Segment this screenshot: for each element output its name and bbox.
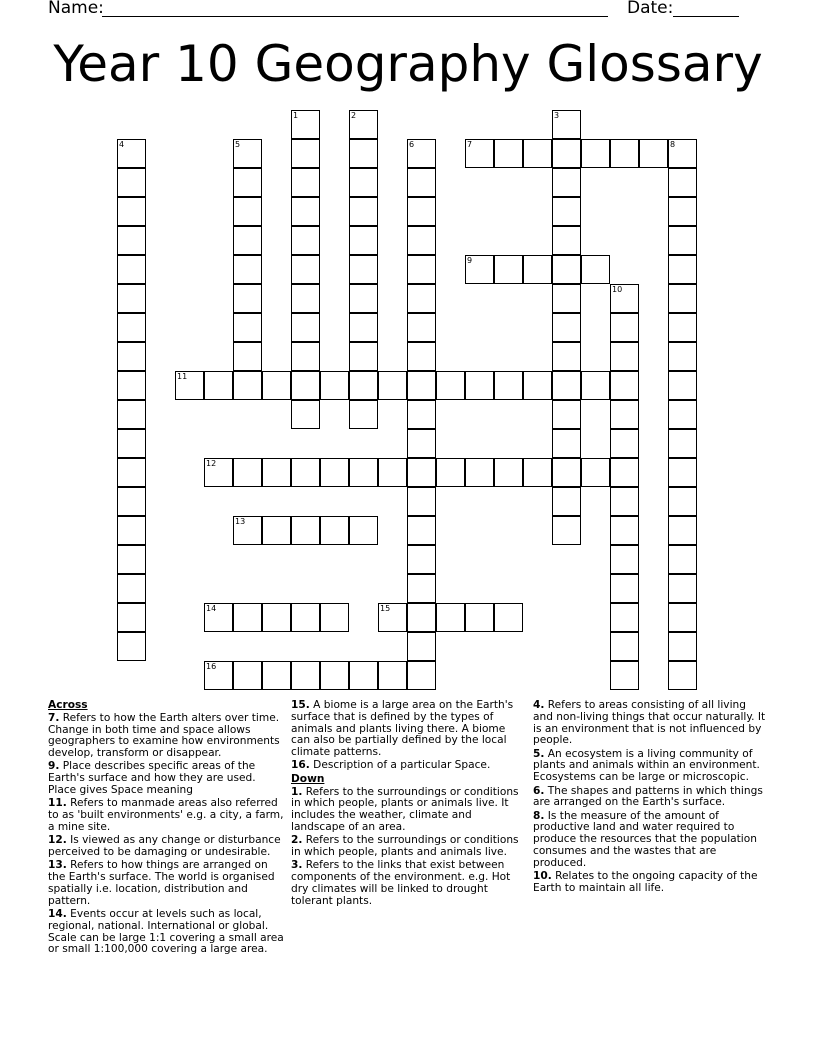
crossword-cell[interactable] <box>233 661 262 690</box>
crossword-cell[interactable] <box>407 255 436 284</box>
crossword-cell[interactable] <box>291 400 320 429</box>
crossword-cell[interactable] <box>291 168 320 197</box>
crossword-cell[interactable] <box>668 284 697 313</box>
crossword-cell[interactable] <box>552 487 581 516</box>
crossword-cell[interactable] <box>668 545 697 574</box>
crossword-cell[interactable] <box>552 284 581 313</box>
clue-across-13: 13. Refers to how things are arranged on the Earth's surface. The world is organised spatially i.e. location, distribution and pattern. <box>48 859 275 907</box>
crossword-cell[interactable] <box>233 313 262 342</box>
crossword-cell[interactable] <box>610 487 639 516</box>
clue-across-14: 14. Events occur at levels such as local, regional, national. International or global. Scale can be large 1:1 covering a small area or small 1:100,000 covering a large area. <box>48 908 284 956</box>
crossword-cell[interactable] <box>610 632 639 661</box>
clues-column-1 <box>48 700 284 958</box>
crossword-cell[interactable] <box>233 342 262 371</box>
clue-down-5: 5. An ecosystem is a living community of plants and animals within an environment. Ecosystems can be large or microscopic. <box>533 747 760 784</box>
crossword-cell[interactable] <box>581 255 610 284</box>
crossword-cell[interactable] <box>436 371 465 400</box>
crossword-cell[interactable] <box>610 574 639 603</box>
crossword-cell[interactable] <box>233 226 262 255</box>
crossword-cell[interactable] <box>320 458 349 487</box>
crossword-cell[interactable] <box>668 139 697 168</box>
crossword-cell[interactable] <box>117 371 146 400</box>
crossword-cell[interactable] <box>117 284 146 313</box>
crossword-cell[interactable] <box>610 458 639 487</box>
crossword-cell[interactable] <box>291 458 320 487</box>
crossword-cell[interactable] <box>407 400 436 429</box>
crossword-cell[interactable] <box>494 139 523 168</box>
crossword-cell[interactable] <box>349 458 378 487</box>
clue-number: 9 <box>467 256 473 265</box>
crossword-cell[interactable] <box>320 603 349 632</box>
crossword-cell[interactable] <box>117 400 146 429</box>
crossword-cell[interactable] <box>610 661 639 690</box>
crossword-cell[interactable] <box>407 661 436 690</box>
clue-number: 2 <box>351 111 357 120</box>
crossword-cell[interactable] <box>668 400 697 429</box>
clue-across-9: 9. Place describes specific areas of the Earth's surface and how they are used. Place gives Space meaning <box>48 760 256 797</box>
clues-column-2 <box>291 700 519 909</box>
clue-down-3: 3. Refers to the links that exist between components of the environment. e.g. Hot dry climates will be linked to drought tolerant plants. <box>291 859 511 907</box>
page-title: Year 10 Geography Glossary <box>53 35 763 93</box>
crossword-cell[interactable] <box>204 458 233 487</box>
crossword-cell[interactable] <box>465 371 494 400</box>
crossword-cell[interactable] <box>291 284 320 313</box>
crossword-cell[interactable] <box>523 458 552 487</box>
crossword-cell[interactable] <box>668 632 697 661</box>
crossword-cell[interactable] <box>610 429 639 458</box>
crossword-cell[interactable] <box>291 255 320 284</box>
crossword-cell[interactable] <box>610 139 639 168</box>
crossword-cell[interactable] <box>291 139 320 168</box>
crossword-cell[interactable] <box>378 371 407 400</box>
crossword-cell[interactable] <box>204 661 233 690</box>
crossword-cell[interactable] <box>407 458 436 487</box>
crossword-cell[interactable] <box>465 139 494 168</box>
crossword-cell[interactable] <box>117 342 146 371</box>
crossword-cell[interactable] <box>552 458 581 487</box>
clue-number: 14 <box>206 604 217 613</box>
clue-number: 3 <box>554 111 560 120</box>
crossword-cell[interactable] <box>610 400 639 429</box>
crossword-cell[interactable] <box>552 139 581 168</box>
crossword-cell[interactable] <box>668 168 697 197</box>
crossword-cell[interactable] <box>117 487 146 516</box>
crossword-cell[interactable] <box>465 458 494 487</box>
crossword-cell[interactable] <box>117 313 146 342</box>
crossword-cell[interactable] <box>349 284 378 313</box>
crossword-cell[interactable] <box>407 632 436 661</box>
crossword-cell[interactable] <box>233 139 262 168</box>
crossword-cell[interactable] <box>552 371 581 400</box>
crossword-cell[interactable] <box>465 255 494 284</box>
crossword-cell[interactable] <box>233 168 262 197</box>
clue-number: 12 <box>206 459 217 468</box>
crossword-cell[interactable] <box>407 603 436 632</box>
crossword-cell[interactable] <box>668 603 697 632</box>
crossword-cell[interactable] <box>291 371 320 400</box>
clue-across-16: 16. Description of a particular Space. <box>291 759 491 772</box>
crossword-cell[interactable] <box>233 197 262 226</box>
crossword-cell[interactable] <box>378 603 407 632</box>
crossword-cell[interactable] <box>407 516 436 545</box>
crossword-cell[interactable] <box>349 516 378 545</box>
crossword-cell[interactable] <box>175 371 204 400</box>
crossword-cell[interactable] <box>668 458 697 487</box>
crossword-cell[interactable] <box>204 603 233 632</box>
clue-number: 10 <box>612 285 623 294</box>
crossword-cell[interactable] <box>494 371 523 400</box>
crossword-cell[interactable] <box>523 371 552 400</box>
crossword-cell[interactable] <box>291 516 320 545</box>
crossword-cell[interactable] <box>262 603 291 632</box>
name-label: Name: <box>48 0 104 18</box>
crossword-cell[interactable] <box>610 545 639 574</box>
crossword-cell[interactable] <box>378 458 407 487</box>
crossword-cell[interactable] <box>552 255 581 284</box>
down-heading: Down <box>291 772 325 785</box>
crossword-cell[interactable] <box>494 255 523 284</box>
clue-down-8: 8. Is the measure of the amount of productive land and water required to produce the resources that the population consumes and the wastes that are produced. <box>533 809 757 869</box>
crossword-cell[interactable] <box>262 458 291 487</box>
crossword-cell[interactable] <box>117 632 146 661</box>
across-heading: Across <box>48 699 88 711</box>
crossword-cell[interactable] <box>436 603 465 632</box>
crossword-cell[interactable] <box>523 255 552 284</box>
crossword-cell[interactable] <box>349 139 378 168</box>
clue-number: 13 <box>235 517 246 526</box>
crossword-cell[interactable] <box>233 603 262 632</box>
crossword-cell[interactable] <box>233 371 262 400</box>
crossword-cell[interactable] <box>639 139 668 168</box>
crossword-cell[interactable] <box>291 226 320 255</box>
crossword-cell[interactable] <box>407 342 436 371</box>
crossword-cell[interactable] <box>610 603 639 632</box>
crossword-cell[interactable] <box>581 371 610 400</box>
crossword-cell[interactable] <box>117 516 146 545</box>
crossword-cell[interactable] <box>407 139 436 168</box>
crossword-cell[interactable] <box>668 574 697 603</box>
crossword-cell[interactable] <box>494 603 523 632</box>
crossword-cell[interactable] <box>552 429 581 458</box>
crossword-cell[interactable] <box>610 342 639 371</box>
crossword-cell[interactable] <box>610 516 639 545</box>
crossword-cell[interactable] <box>349 226 378 255</box>
crossword-cell[interactable] <box>407 429 436 458</box>
crossword-cell[interactable] <box>552 342 581 371</box>
crossword-cell[interactable] <box>407 197 436 226</box>
crossword-cell[interactable] <box>436 458 465 487</box>
crossword-cell[interactable] <box>233 284 262 313</box>
clue-number: 8 <box>670 140 676 149</box>
crossword-cell[interactable] <box>117 139 146 168</box>
clue-number: 16 <box>206 662 217 671</box>
clue-down-10: 10. Relates to the ongoing capacity of the Earth to maintain all life. <box>533 870 758 894</box>
crossword-cell[interactable] <box>668 255 697 284</box>
clue-number: 4 <box>119 140 125 149</box>
crossword-cell[interactable] <box>349 168 378 197</box>
crossword-cell[interactable] <box>320 516 349 545</box>
crossword-cell[interactable] <box>233 255 262 284</box>
crossword-cell[interactable] <box>349 255 378 284</box>
crossword-cell[interactable] <box>552 226 581 255</box>
crossword-cell[interactable] <box>552 313 581 342</box>
clue-across-7: 7. Refers to how the Earth alters over time. Change in both time and space allows geographers to examine how environments develop, transform or disappear. <box>48 711 280 760</box>
crossword-cell[interactable] <box>610 313 639 342</box>
crossword-cell[interactable] <box>610 284 639 313</box>
crossword-cell[interactable] <box>291 342 320 371</box>
crossword-cell[interactable] <box>581 458 610 487</box>
crossword-cell[interactable] <box>291 603 320 632</box>
crossword-cell[interactable] <box>668 371 697 400</box>
crossword-cell[interactable] <box>407 487 436 516</box>
crossword-cell[interactable] <box>378 661 407 690</box>
crossword-cell[interactable] <box>291 110 320 139</box>
crossword-cell[interactable] <box>262 516 291 545</box>
crossword-cell[interactable] <box>552 168 581 197</box>
clue-across-12: 12. Is viewed as any change or disturbance perceived to be damaging or undesirable. <box>48 834 281 859</box>
crossword-cell[interactable] <box>262 371 291 400</box>
crossword-cell[interactable] <box>117 226 146 255</box>
clue-number: 6 <box>409 140 415 149</box>
crossword-cell[interactable] <box>233 516 262 545</box>
clue-number: 7 <box>467 140 473 149</box>
clue-down-4: 4. Refers to areas consisting of all living and non-living things that occur naturally. It is an environment that is not influenced by people. <box>533 699 766 747</box>
crossword-cell[interactable] <box>523 139 552 168</box>
crossword-cell[interactable] <box>407 226 436 255</box>
crossword-cell[interactable] <box>668 197 697 226</box>
date-label: Date: <box>627 0 674 18</box>
crossword-cell[interactable] <box>610 371 639 400</box>
crossword-cell[interactable] <box>407 371 436 400</box>
crossword-cell[interactable] <box>349 110 378 139</box>
clue-across-15: 15. A biome is a large area on the Earth's surface that is defined by the types of animals and plants living there. A biome can also be partially defined by the local climate patterns. <box>291 699 514 759</box>
crossword-cell[interactable] <box>117 255 146 284</box>
crossword-cell[interactable] <box>668 313 697 342</box>
crossword-cell[interactable] <box>117 545 146 574</box>
crossword-cell[interactable] <box>117 574 146 603</box>
clues-column-3 <box>533 700 769 896</box>
crossword-cell[interactable] <box>407 168 436 197</box>
crossword-cell[interactable] <box>349 197 378 226</box>
crossword-cell[interactable] <box>320 371 349 400</box>
crossword-cell[interactable] <box>407 313 436 342</box>
crossword-cell[interactable] <box>552 110 581 139</box>
crossword-cell[interactable] <box>349 342 378 371</box>
clue-across-11: 11. Refers to manmade areas also referred to as 'built environments' e.g. a city, a farm, a mine site. <box>48 797 284 833</box>
crossword-cell[interactable] <box>349 661 378 690</box>
crossword-cell[interactable] <box>465 603 494 632</box>
clue-down-1: 1. Refers to the surroundings or conditions in which people, plants or animals live. It includes the weather, climate and landscape of an area. <box>291 785 519 833</box>
crossword-cell[interactable] <box>320 661 349 690</box>
crossword-cell[interactable] <box>668 429 697 458</box>
clue-number: 15 <box>380 604 391 613</box>
crossword-cell[interactable] <box>407 284 436 313</box>
crossword-cell[interactable] <box>494 458 523 487</box>
crossword-cell[interactable] <box>117 168 146 197</box>
clue-down-6: 6. The shapes and patterns in which things are arranged on the Earth's surface. <box>533 784 763 809</box>
crossword-cell[interactable] <box>262 661 291 690</box>
crossword-cell[interactable] <box>407 574 436 603</box>
crossword-cell[interactable] <box>349 400 378 429</box>
crossword-cell[interactable] <box>668 226 697 255</box>
crossword-cell[interactable] <box>668 516 697 545</box>
crossword-cell[interactable] <box>581 139 610 168</box>
crossword-cell[interactable] <box>552 197 581 226</box>
crossword-cell[interactable] <box>668 487 697 516</box>
crossword-cell[interactable] <box>349 371 378 400</box>
crossword-cell[interactable] <box>291 661 320 690</box>
crossword-cell[interactable] <box>552 516 581 545</box>
crossword-cell[interactable] <box>233 458 262 487</box>
crossword-cell[interactable] <box>407 545 436 574</box>
crossword-cell[interactable] <box>117 429 146 458</box>
crossword-cell[interactable] <box>291 197 320 226</box>
crossword-cell[interactable] <box>204 371 233 400</box>
crossword-cell[interactable] <box>117 197 146 226</box>
clue-number: 11 <box>177 372 188 381</box>
crossword-cell[interactable] <box>349 313 378 342</box>
crossword-cell[interactable] <box>291 313 320 342</box>
crossword-cell[interactable] <box>668 661 697 690</box>
clue-number: 1 <box>293 111 299 120</box>
crossword-cell[interactable] <box>117 458 146 487</box>
crossword-cell[interactable] <box>117 603 146 632</box>
clue-down-2: 2. Refers to the surroundings or conditions in which people, plants and animals live. <box>291 834 519 859</box>
crossword-cell[interactable] <box>552 400 581 429</box>
clue-number: 5 <box>235 140 241 149</box>
crossword-cell[interactable] <box>668 342 697 371</box>
